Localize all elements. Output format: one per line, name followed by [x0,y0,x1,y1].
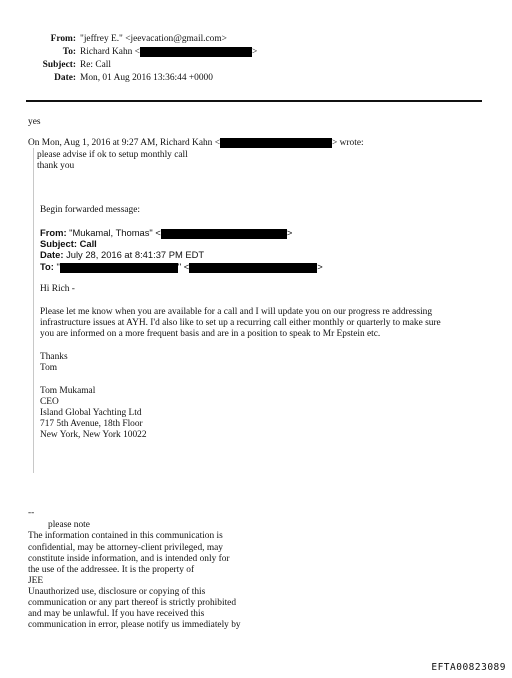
fwd-to-label: To: [40,261,54,272]
fwd-date-label: Date: [40,249,64,260]
signoff-thanks: Thanks [40,352,68,362]
signature-address-1: 717 5th Avenue, 18th Floor [40,419,143,429]
fwd-to-close: > [317,261,323,272]
header-subject-value: Re: Call [80,60,111,70]
disclaimer-line-8: and may be unlawful. If you have received this [28,609,205,619]
header-subject-label: Subject: [42,60,76,70]
fwd-subject-value: Call [79,238,97,249]
fwd-date-value: July 28, 2016 at 8:41:37 PM EDT [66,249,205,260]
redaction-box [161,229,287,239]
reply-body: yes [28,117,41,127]
body-line-1: Please let me know when you are available for a call and I will update you on our progress re addressing [40,307,433,317]
disclaimer-line-3: constitute inside information, and is intended only for [28,554,230,564]
fwd-from-row [40,227,292,239]
fwd-to-mid: " < [177,261,190,272]
signature-address-2: New York, New York 10022 [40,430,147,440]
quote-intro-wrote: > wrote: [332,138,364,149]
disclaimer-line-2: confidential, may be attorney-client privileged, may [28,543,223,553]
header-divider [26,100,482,102]
signature-title: CEO [40,397,59,407]
header-to-close: > [251,47,258,58]
header-from-label: From: [50,34,76,44]
disclaimer-line-6: Unauthorized use, disclosure or copying of this [28,587,206,597]
signoff-name: Tom [40,363,58,373]
header-date-value: Mon, 01 Aug 2016 13:36:44 +0000 [80,73,213,83]
fwd-subject-label: Subject: [40,238,77,249]
quote-intro [28,138,364,149]
disclaimer-line-1: The information contained in this communication is [28,531,223,541]
disclaimer-line-7: communication or any part thereof is strictly prohibited [28,598,237,608]
fwd-to-quote: " [56,261,60,272]
disclaimer-line-9: communication in error, please notify us immediately by [28,620,241,630]
header-from-value: "jeffrey E." <jeevacation@gmail.com> [80,34,227,44]
header-date-label: Date: [54,73,76,83]
quote-line-1: please advise if ok to setup monthly call [37,150,188,160]
begin-forwarded: Begin forwarded message: [40,205,140,215]
signature-company: Island Global Yachting Ltd [40,408,142,418]
signature-name: Tom Mukamal [40,386,96,396]
fwd-to-row [40,261,323,273]
header-date-row [0,73,213,84]
body-line-3: you are informed on a more frequent basis and are in a position to speak to Mr Epstein etc. [40,329,381,339]
fwd-from-label: From: [40,227,67,238]
redaction-box [140,47,252,57]
fwd-from-close: > [286,227,293,238]
quote-line-2: thank you [37,161,75,171]
header-to-value: Richard Kahn < [80,47,140,58]
fwd-subject-row [40,238,97,249]
header-subject-row [0,60,111,71]
header-to-label: To: [62,47,76,58]
header-from-row [0,34,227,45]
document-id: EFTA00823089 [431,662,506,673]
fwd-date-row [40,249,204,260]
greeting: Hi Rich - [40,284,75,294]
signature-separator: -- [28,508,35,518]
fwd-from-value: "Mukamal, Thomas" < [69,227,161,238]
redaction-box [60,263,178,273]
redaction-box [220,138,332,148]
header-to-row [0,47,257,58]
disclaimer-line-5: JEE [28,576,44,586]
redaction-box [189,263,317,273]
please-note: please note [48,520,90,530]
body-line-2: infrastructure issues at AYH. I'd also like to set up a recurring call either monthly or quarterly to make sure [40,318,441,328]
quote-bar [33,148,34,473]
quote-intro-text: On Mon, Aug 1, 2016 at 9:27 AM, Richard Kahn < [28,138,220,149]
disclaimer-line-4: the use of the addressee. It is the property of [28,565,195,575]
